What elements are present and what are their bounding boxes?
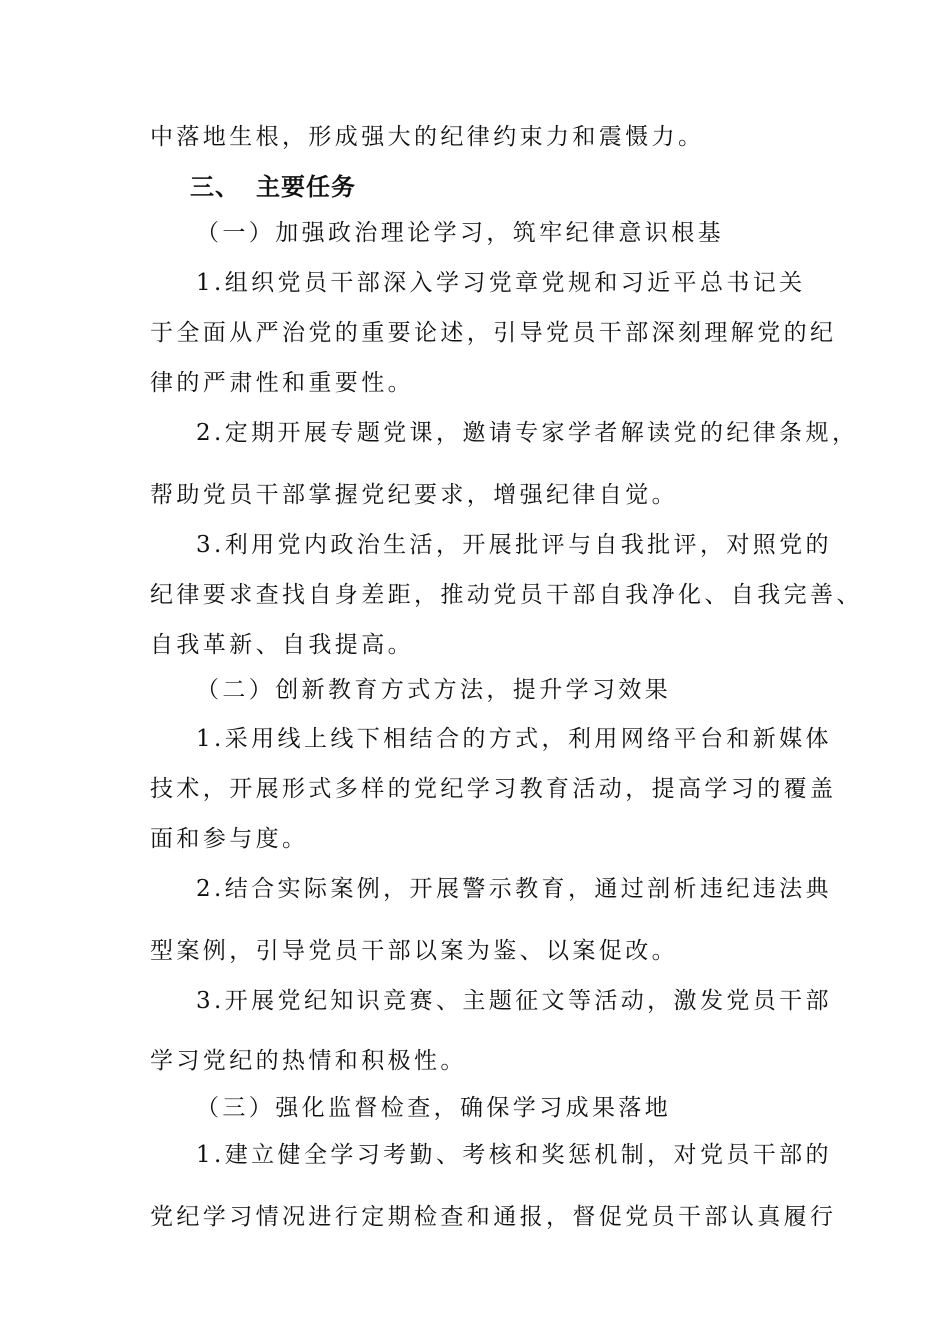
text-line: 2.结合实际案例，开展警示教育，通过剖析违纪违法典 <box>196 876 832 902</box>
text-line: 律的严肃性和重要性。 <box>150 370 414 396</box>
text-line: 纪律要求查找自身差距，推动党员干部自我净化、自我完善、 <box>150 582 863 608</box>
subheading-1: （一）加强政治理论学习，筑牢纪律意识根基 <box>196 220 724 246</box>
text-line: 学习党纪的热情和积极性。 <box>150 1048 467 1074</box>
text-line: 1.组织党员干部深入学习党章党规和习近平总书记关 <box>196 270 806 296</box>
section-heading-text: 主要任务 <box>256 173 356 201</box>
text-line: 1.采用线上线下相结合的方式，利用网络平台和新媒体 <box>196 726 832 752</box>
text-line: 3.开展党纪知识竞赛、主题征文等活动，激发党员干部 <box>196 988 832 1014</box>
text-line: 帮助党员干部掌握党纪要求，增强纪律自觉。 <box>150 482 678 508</box>
text-line: 2.定期开展专题党课，邀请专家学者解读党的纪律条规， <box>196 420 859 446</box>
text-line: 中落地生根，形成强大的纪律约束力和震慑力。 <box>150 124 705 150</box>
text-line: 3.利用党内政治生活，开展批评与自我批评，对照党的 <box>196 532 832 558</box>
text-line: 1.建立健全学习考勤、考核和奖惩机制，对党员干部的 <box>196 1142 832 1168</box>
text-line: 党纪学习情况进行定期检查和通报，督促党员干部认真履行 <box>150 1204 837 1230</box>
text-line: 技术，开展形式多样的党纪学习教育活动，提高学习的覆盖 <box>150 776 837 802</box>
text-line: 自我革新、自我提高。 <box>150 632 414 658</box>
section-heading <box>190 172 356 202</box>
text-line: 面和参与度。 <box>150 826 309 852</box>
text-line: 于全面从严治党的重要论述，引导党员干部深刻理解党的纪 <box>150 320 837 346</box>
subheading-2: （二）创新教育方式方法，提升学习效果 <box>196 677 672 703</box>
text-line: 型案例，引导党员干部以案为鉴、以案促改。 <box>150 938 678 964</box>
section-heading-number: 三、 <box>190 173 240 201</box>
subheading-3: （三）强化监督检查，确保学习成果落地 <box>196 1095 672 1121</box>
